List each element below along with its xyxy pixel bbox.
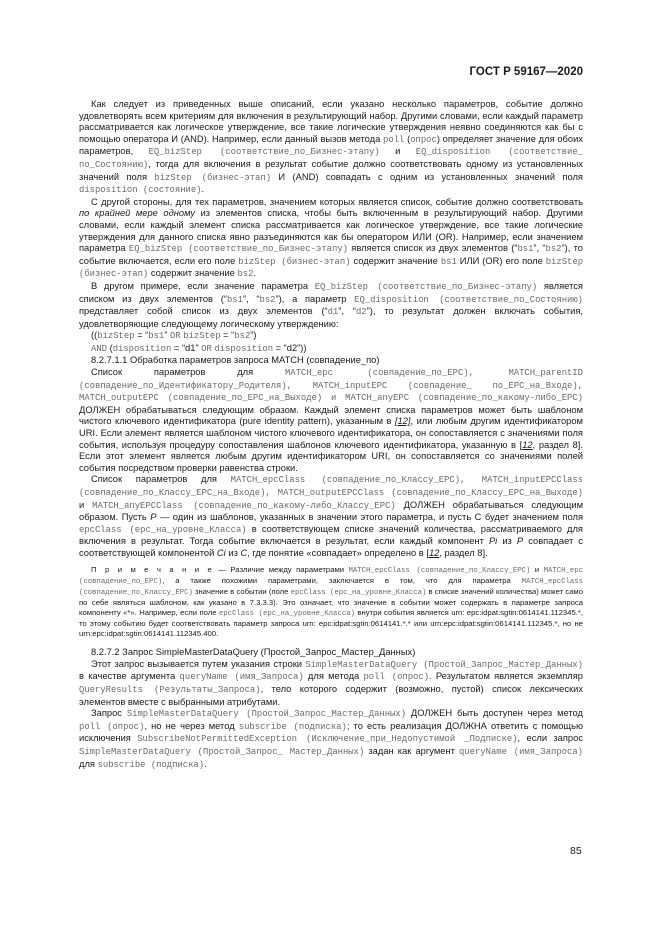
paragraph-masterdata-poll: Запрос SimpleMasterDataQuery (Простой_Запрос_Мастер_Данных) ДОЛЖЕН быть доступен через метод poll (опрос), но не через метод subscribe (подписка); то есть реализация ДОЛЖНА ответить с помощью исключения SubscribeNotPermittedException (Исключение_при_Недопустимой _Подписке), если запрос SimpleMasterDataQuery (Простой_Запрос_ Мастер_Данных) задан как аргумент queryName (имя_Запроса) для subscribe (подписка). <box>79 708 583 770</box>
paragraph-example: В другом примере, если значение параметра EQ_bizStep (соответствие_по_Бизнес-этапу) является списком из двух элементов (“bs1”, “bs2”), а параметр EQ_disposition (соответствие_по_Состоянию) представляет собой список из двух элементов (“d1”, “d2”), то результат должен включать события, удовлетворяющие следующему логическому утверждению: <box>79 280 583 329</box>
paragraph-masterdata-call: Этот запрос вызывается путем указания строки SimpleMasterDataQuery (Простой_Запрос_Мастер_Данных) в качестве аргумента queryName (имя_Запроса) для метода poll (опрос). Результатом является экземпляр QueryResults (Результаты_Запроса), тело которого содержит (возможно, пустой) список лексических элементов вместе с выбранными атрибутами. <box>79 658 583 707</box>
paragraph-match-epcclass: Список параметров для MATCH_epcClass (совпадение_по_Классу_EPC), MATCH_inputEPCClass (совпадение_по_Классу_EPC_на_Входе), MATCH_outputEPCClass (совпадение_по_Классу_EPC_на_Выходе) и MATCH_anyEPCClass (совпадение_по_какому-либо_Классу_EPC) ДОЛЖЕН обрабатываться следующим образом. Пусть P — один из шаблонов, указанных в значении этого параметра, и пусть C будет значением поля epcClass (epc_на_уровне_Класса) в соответствующем списке значений количества, рассматриваемого для включения в результат. Тогда событие включается в результат, если каждый компонент Pi из P совпадает с соответствующей компонентой Ci из C, где понятие «совпадает» определено в [12, раздел 8]. <box>79 474 583 558</box>
note-paragraph: П р и м е ч а н и е — Различие между параметрами MATCH_epcClass (совпадение_по_Классу_EPC) и MATCH_epc (совпадение_по_EPC), а также похожими параметрами, заключается в том, что для параметра MATCH_epcClass (совпадение_по_Классу_EPC) значение в событии (поле epcClass (epc_на_уровне_Класса) в списке значений количества) может само по себе являться шаблоном, как указано в 7.3.3.3). Это означает, что значение в событии может содержать в параметре запроса компоненту «*». Например, если поле epcClass (epc_на_уровне_Класса) внутри события является urn: epc:idpat:sgtin:0614141.112345.*, то этому событию будет соответствовать параметр запроса urn: epc:idpat:sgtin:0614141.*.* или urn:epc:idpat:sgtin:0614141.112345.*, но не urn:epc:idpat:sgtin:0614141.112345.400. <box>79 564 583 639</box>
logic-expression-line-1: ((bizStep = “bs1” OR bizStep = “bs2”) <box>91 330 257 342</box>
page-number: 85 <box>570 845 582 857</box>
logic-expression-line-2: AND (disposition = “d1” OR disposition = “d2”)) <box>91 342 307 354</box>
paragraph-match-epc: Список параметров для MATCH_epc (совпадение_по_EPC), MATCH_parentID (совпадение_по_Идентификатору_Родителя), MATCH_inputEPC (совпадение_ по_EPC_на_Входе), MATCH_outputEPC (совпадение_по_EPC_на_Выходе) и MATCH_anyEPC (совпадение_по_какому-либо_EPC) ДОЛЖЕН обрабатываться следующим образом. Каждый элемент списка параметров может быть шаблоном чистого ключевого идентификатора (pure identity pattern), указанным в [12], или любым другим идентификатором URI. Если элемент является шаблоном чистого ключевого идентификатора, он сопоставляется с значениями поля события, используя процедуру сопоставления шаблонов ключевого идентификатора, указанную в [12, раздел 8]. Если этот элемент является любым другим идентификатором URI, он сопоставляется со значениями полей события посредством проверки равенства строки. <box>79 367 584 473</box>
reference-link[interactable]: 12 <box>522 439 533 450</box>
section-heading-match: 8.2.7.1.1 Обработка параметров запроса MATCH (совпадение_по) <box>91 355 380 366</box>
paragraph-or-logic: С другой стороны, для тех параметров, значением которых является список, событие должно соответствовать по крайней мере одному из элементов списка, чтобы быть включенным в результирующий набор. Другими словами, если каждый элемент списка рассматривается как логическое утверждение, все такие логические утверждения для данного списка явно разъединяются как бы оператором ИЛИ (OR). Например, если значением параметра EQ_bizStep (соответствие_по_Бизнес-этапу) является список из двух элементов (“bs1”, “bs2”), то событие включается, если его поле bizStep (бизнес-этап) содержит значение bs1 ИЛИ (OR) его поле bizStep (бизнес-этап) содержит значение bs2. <box>79 196 584 280</box>
reference-link[interactable]: [12] <box>394 416 411 427</box>
reference-link[interactable]: 12 <box>428 547 440 558</box>
document-body <box>79 99 583 771</box>
paragraph-and-logic: Как следует из приведенных выше описаний, если указано несколько параметров, событие должно удовлетворять всем критериям для включения в результирующий набор. Другими словами, если каждый параметр рассматривается как логическое утверждение, все такие логические утверждения неявно соединяются как бы с помощью оператора И (AND). Например, если данный вызов метода poll (опрос) определяет значение для обоих параметров, EQ_bizStep (соответствие_по_Бизнес-этапу) и EQ_disposition (соответствие_ по_Состоянию), тогда для включения в результат событие должно соответствовать одному из установленных значений поля bizStep (бизнес-этап) И (AND) совпадать с одним из установленных значений поля disposition (состояние). <box>79 99 583 196</box>
document-header-standard: ГОСТ Р 59167—2020 <box>469 66 583 78</box>
section-heading-masterdata: 8.2.7.2 Запрос SimpleMasterDataQuery (Простой_Запрос_Мастер_Данных) <box>91 647 416 658</box>
